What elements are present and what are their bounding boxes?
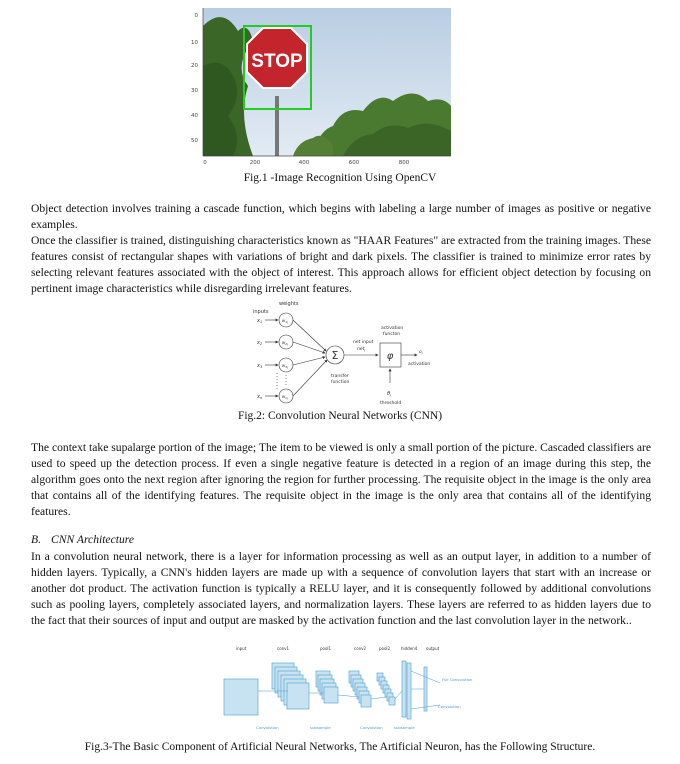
x-tick: 0 <box>203 160 207 166</box>
transfer-function-label-2: function <box>331 380 350 385</box>
layer-label: hidden4 <box>401 646 418 651</box>
paragraph-4: In a convolution neural network, there is a layer for information processing as well as an output layer, in addition to a number of hidden layers. Typically, a CNN's hidden layers are made up with a sequence of convolution layers that start with an increase or another dot product. The activation function is typically a RELU layer, and it is consequently followed by additional convolutions such as pooling layers, completely associated layers, and normalization layers. These layers are referred to as hidden layers due to the fact that their sources of input and output are masked by the activation function and the last convolution layer in the network.. <box>31 550 651 627</box>
net-j-label: net$_j$ <box>357 347 366 352</box>
y-tick: 20 <box>191 63 198 69</box>
y-tick: 50 <box>191 138 198 144</box>
activation-function-label-2: functon <box>383 332 401 337</box>
y-tick: 10 <box>191 40 198 46</box>
section-number: B. <box>31 533 41 546</box>
y-tick: 0 <box>194 13 198 19</box>
operation-label: Convolution <box>256 725 279 730</box>
layer-label: pool1 <box>320 646 332 651</box>
transfer-function-label-1: transfer <box>331 374 349 379</box>
layer-label: conv1 <box>277 646 290 651</box>
figure-2-caption: Fig.2: Convolution Neural Networks (CNN) <box>237 410 443 422</box>
y-tick: 30 <box>191 88 198 94</box>
x2-label: $x_2$ <box>257 340 263 346</box>
x-tick: 400 <box>298 160 310 166</box>
operation-label: subsample <box>394 725 415 730</box>
w1-label: $w_{1j}$ <box>282 318 289 324</box>
section-title: CNN Architecture <box>51 533 134 546</box>
figure-2-neuron-diagram <box>249 299 439 409</box>
operation-label: subsample <box>310 725 331 730</box>
side-label: Full Convolution <box>442 677 473 682</box>
x-tick: 600 <box>348 160 360 166</box>
activation-function-label-1: activation <box>381 326 404 331</box>
figure-3-caption: Fig.3-The Basic Component of Artificial Neural Networks, The Artificial Neuron, has the Following Structure. <box>84 741 596 753</box>
stop-sign-text: STOP <box>251 51 303 72</box>
weights-label: weights <box>279 301 299 307</box>
xn-label: $x_n$ <box>257 394 263 400</box>
theta-label: $\theta_j$ <box>387 391 391 397</box>
threshold-label: threshold <box>380 401 402 406</box>
wn-label: $w_{nj}$ <box>282 394 289 400</box>
paragraph-1: Object detection involves training a cascade function, which begins with labeling a large number of images as positive or negative examples. <box>31 202 651 231</box>
sum-symbol: Σ <box>331 349 339 362</box>
operation-label: Convolution <box>360 725 383 730</box>
x3-label: $x_3$ <box>257 363 263 369</box>
figure-1-image <box>193 6 455 169</box>
paragraph-2: Once the classifier is trained, distinguishing characteristics known as "HAAR Features" are extracted from the training images. These features consist of rectangular shapes with variations of bright and dark pixels. The classifier is trained to minimize error rates by selecting relevant features associated with the object of interest. This approach allows for efficient object detection by focusing on pertinent image characteristics while disregarding irrelevant features. <box>31 234 651 295</box>
layer-label: input <box>236 646 247 651</box>
paragraph-3: The context take supalarge portion of the image; The item to be viewed is only a small portion of the picture. Cascaded classifiers are used to speed up the detection process. If even a single negative feature is detected in a region of an image during this step, the algorithm goes onto the next region after ignoring the region for further processing. The requisite object in the image is the only area that contains all of the identifying features. The requisite object in the image is the only area that contains all of the identifying features. <box>31 441 651 518</box>
layer-label: pool2 <box>379 646 391 651</box>
y-tick: 40 <box>191 113 198 119</box>
side-label: Convolution <box>438 704 461 709</box>
section-heading <box>31 533 134 546</box>
w2-label: $w_{2j}$ <box>282 340 289 346</box>
x1-label: $x_1$ <box>257 318 263 324</box>
layer-label: conv2 <box>354 646 367 651</box>
activation-label: activation <box>408 362 431 367</box>
oj-label: $o_j$ <box>419 350 423 355</box>
layer-label: output <box>426 646 440 651</box>
figure-1-caption: Fig.1 -Image Recognition Using OpenCV <box>243 172 437 184</box>
w3-label: $w_{3j}$ <box>282 363 289 369</box>
inputs-label: inputs <box>253 309 269 315</box>
phi-symbol: φ <box>386 351 394 362</box>
x-tick: 200 <box>249 160 261 166</box>
x-tick: 800 <box>398 160 410 166</box>
figure-3-cnn-diagram <box>212 641 473 736</box>
net-input-label: net input <box>353 340 374 345</box>
